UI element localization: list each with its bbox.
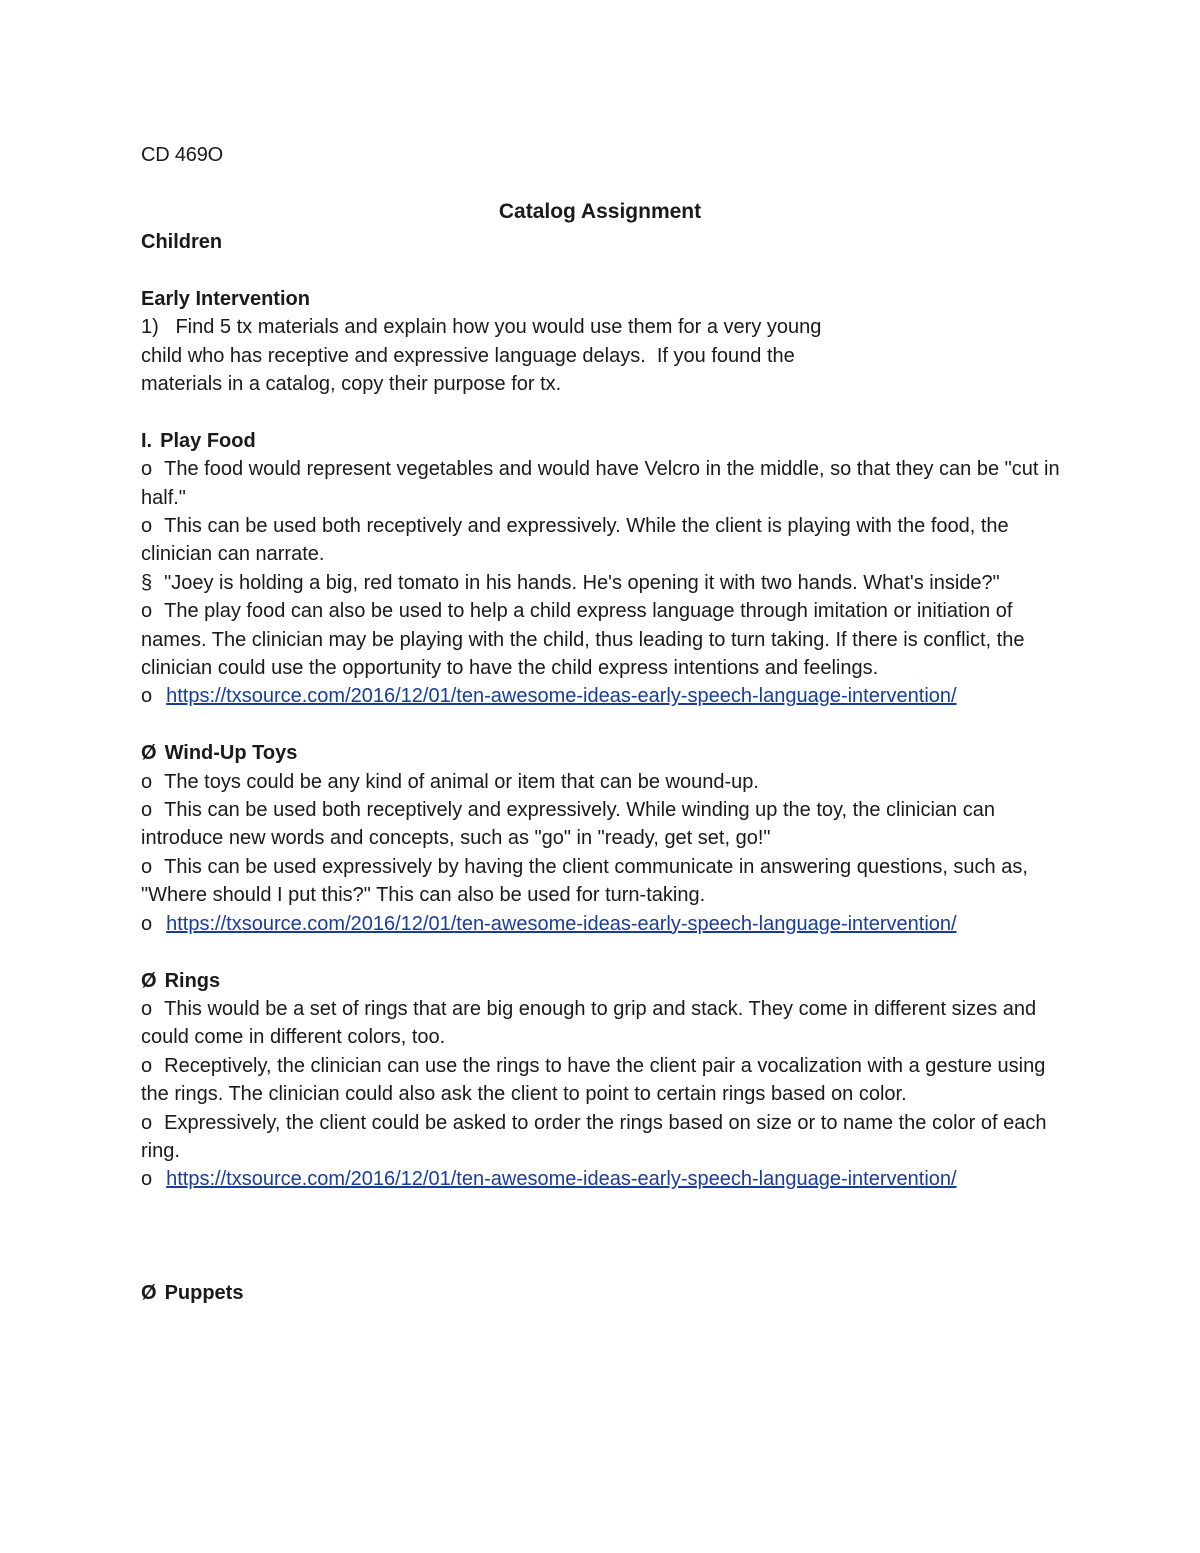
list-item: o The toys could be any kind of animal or item that can be wound-up. <box>141 768 1061 796</box>
assignment-prompt <box>141 313 1061 398</box>
list-item: § "Joey is holding a big, red tomato in his hands. He's opening it with two hands. What's inside?" <box>141 569 1061 597</box>
section-label: Children <box>141 231 223 253</box>
prompt-number: 1) <box>141 316 159 339</box>
material-puppets <box>141 1279 1061 1307</box>
bullet-o-icon: o <box>141 458 153 481</box>
material-heading <box>141 427 1061 455</box>
list-item: o Receptively, the clinician can use the rings to have the client pair a vocalization with a gesture using the rings. The clinician could also ask the client to point to certain rings based on color. <box>141 1052 1061 1109</box>
prompt-line: 1) Find 5 tx materials and explain how you would use them for a very young <box>141 316 822 339</box>
material-play-food <box>141 427 1066 711</box>
bullet-o-icon: o <box>141 1111 153 1134</box>
bullet-o-icon: o <box>141 600 153 623</box>
bullet-o-icon: o <box>141 799 153 822</box>
roman-numeral-marker: I. <box>141 429 153 452</box>
prompt-line: child who has receptive and expressive language delays. If you found the <box>141 344 795 367</box>
document-body <box>141 228 1066 1307</box>
bullet-o-icon: o <box>141 515 153 538</box>
list-item: o The food would represent vegetables and would have Velcro in the middle, so that they can be "cut in half." <box>141 455 1061 512</box>
material-heading <box>141 967 1061 995</box>
material-name: Play Food <box>160 429 256 452</box>
list-item: o This would be a set of rings that are big enough to grip and stack. They come in different sizes and could come in different colors, too. <box>141 995 1061 1052</box>
source-link[interactable]: https://txsource.com/2016/12/01/ten-awesome-ideas-early-speech-language-intervention/ <box>166 1168 957 1191</box>
arrow-bullet-icon: Ø <box>141 742 157 765</box>
list-item: o The play food can also be used to help a child express language through imitation or initiation of names. The clinician may be playing with the child, thus leading to turn taking. If there is conflict, the clinician could use the opportunity to have the child express intentions and feelings. <box>141 597 1061 682</box>
bullet-o-icon: o <box>141 1054 153 1077</box>
course-code: CD 469O <box>141 144 223 166</box>
subsection-label: Early Intervention <box>141 287 310 310</box>
list-item: o This can be used both receptively and expressively. While the client is playing with the food, the clinician can narrate. <box>141 512 1061 569</box>
link-item <box>141 1165 1061 1193</box>
link-item <box>141 682 1061 710</box>
bullet-o-icon: o <box>141 685 153 708</box>
bullet-o-icon: o <box>141 1168 153 1191</box>
bullet-o-icon: o <box>141 855 153 878</box>
arrow-bullet-icon: Ø <box>141 1281 157 1304</box>
source-link[interactable]: https://txsource.com/2016/12/01/ten-awesome-ideas-early-speech-language-intervention/ <box>166 685 957 708</box>
link-item <box>141 910 1061 938</box>
arrow-bullet-icon: Ø <box>141 969 157 992</box>
source-link[interactable]: https://txsource.com/2016/12/01/ten-awesome-ideas-early-speech-language-intervention/ <box>166 912 957 935</box>
material-name: Wind-Up Toys <box>164 742 298 765</box>
list-item: o This can be used both receptively and expressively. While winding up the toy, the clinician can introduce new words and concepts, such as "go" in "ready, get set, go!" <box>141 796 1061 853</box>
material-name: Puppets <box>164 1281 244 1304</box>
bullet-o-icon: o <box>141 997 153 1020</box>
document-title: Catalog Assignment <box>498 200 702 223</box>
material-heading <box>141 739 1061 767</box>
bullet-o-icon: o <box>141 912 153 935</box>
list-item: o This can be used expressively by having the client communicate in answering questions, such as, "Where should I put this?" This can also be used for turn-taking. <box>141 853 1061 910</box>
material-heading <box>141 1279 1061 1307</box>
material-wind-up-toys <box>141 739 1061 938</box>
material-name: Rings <box>164 969 221 992</box>
section-sign-icon: § <box>141 571 153 594</box>
material-rings <box>141 967 1061 1194</box>
list-item: o Expressively, the client could be asked to order the rings based on size or to name the color of each ring. <box>141 1109 1061 1166</box>
prompt-line: materials in a catalog, copy their purpose for tx. <box>141 373 562 396</box>
bullet-o-icon: o <box>141 770 153 793</box>
